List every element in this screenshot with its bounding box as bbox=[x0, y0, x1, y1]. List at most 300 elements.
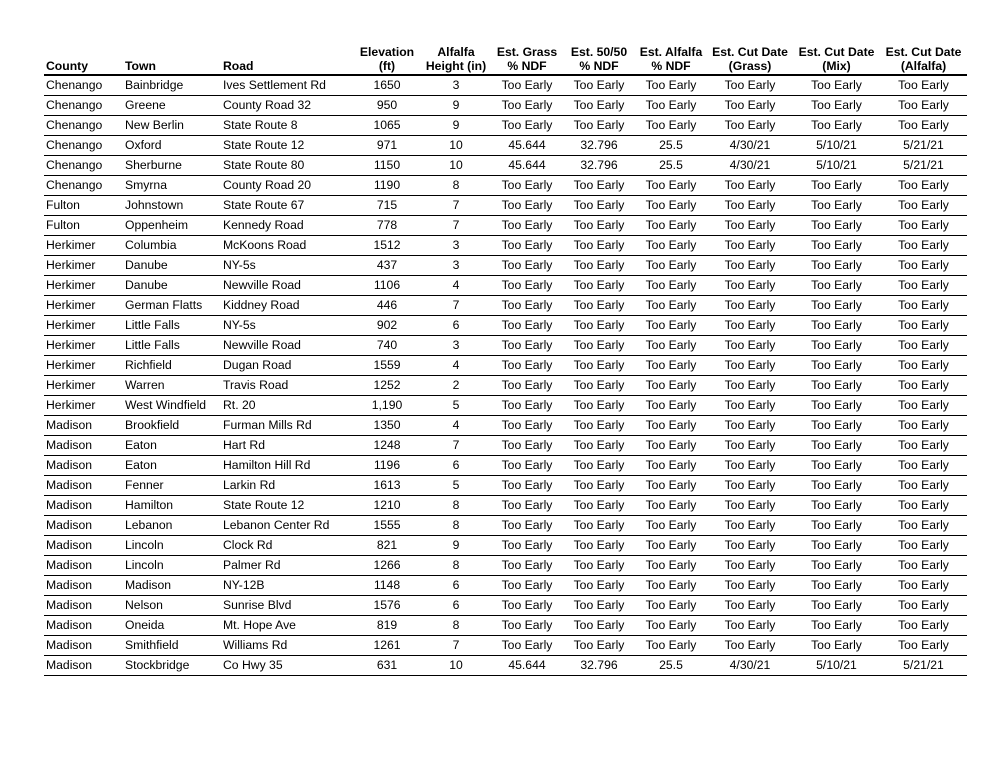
cell-cut-date-alfalfa: Too Early bbox=[880, 416, 967, 436]
cell-alfalfa-ndf: Too Early bbox=[635, 456, 707, 476]
cell-elevation: 821 bbox=[353, 536, 421, 556]
cell-mix-ndf: Too Early bbox=[563, 436, 635, 456]
cell-cut-date-alfalfa: Too Early bbox=[880, 576, 967, 596]
cell-grass-ndf: Too Early bbox=[491, 376, 563, 396]
cell-cut-date-grass: Too Early bbox=[707, 456, 793, 476]
cell-cut-date-mix: Too Early bbox=[793, 216, 880, 236]
cell-county: Chenango bbox=[44, 136, 123, 156]
cell-grass-ndf: Too Early bbox=[491, 316, 563, 336]
cell-cut-date-alfalfa: Too Early bbox=[880, 176, 967, 196]
cell-town: Smithfield bbox=[123, 636, 221, 656]
cell-alfalfa-ndf: Too Early bbox=[635, 75, 707, 96]
cell-county: Fulton bbox=[44, 216, 123, 236]
cell-mix-ndf: Too Early bbox=[563, 496, 635, 516]
cell-road: NY-5s bbox=[221, 316, 353, 336]
cell-road: Lebanon Center Rd bbox=[221, 516, 353, 536]
col-header-mix-ndf: Est. 50/50 % NDF bbox=[563, 44, 635, 75]
cell-mix-ndf: Too Early bbox=[563, 236, 635, 256]
cell-county: Herkimer bbox=[44, 336, 123, 356]
cell-alfalfa-ndf: 25.5 bbox=[635, 136, 707, 156]
cell-cut-date-alfalfa: Too Early bbox=[880, 196, 967, 216]
cell-mix-ndf: Too Early bbox=[563, 116, 635, 136]
cell-cut-date-grass: Too Early bbox=[707, 316, 793, 336]
table-row bbox=[44, 496, 967, 516]
cell-grass-ndf: Too Early bbox=[491, 176, 563, 196]
cell-alfalfa-height: 10 bbox=[421, 656, 491, 676]
cell-cut-date-alfalfa: Too Early bbox=[880, 396, 967, 416]
cell-county: Madison bbox=[44, 636, 123, 656]
cell-cut-date-mix: Too Early bbox=[793, 316, 880, 336]
cell-cut-date-mix: Too Early bbox=[793, 116, 880, 136]
col-header-road: Road bbox=[221, 44, 353, 75]
header-row bbox=[44, 44, 967, 75]
cell-alfalfa-height: 8 bbox=[421, 496, 491, 516]
cell-cut-date-mix: Too Early bbox=[793, 176, 880, 196]
cell-elevation: 1350 bbox=[353, 416, 421, 436]
cell-cut-date-grass: Too Early bbox=[707, 536, 793, 556]
cell-town: West Windfield bbox=[123, 396, 221, 416]
table-row bbox=[44, 75, 967, 96]
cell-road: Hamilton Hill Rd bbox=[221, 456, 353, 476]
cell-alfalfa-height: 4 bbox=[421, 356, 491, 376]
cell-mix-ndf: 32.796 bbox=[563, 656, 635, 676]
cell-road: Rt. 20 bbox=[221, 396, 353, 416]
table-row bbox=[44, 636, 967, 656]
cell-elevation: 950 bbox=[353, 96, 421, 116]
cell-elevation: 715 bbox=[353, 196, 421, 216]
cell-grass-ndf: Too Early bbox=[491, 536, 563, 556]
cell-town: Lebanon bbox=[123, 516, 221, 536]
col-header-county: County bbox=[44, 44, 123, 75]
cell-road: Larkin Rd bbox=[221, 476, 353, 496]
alfalfa-ndf-table bbox=[44, 44, 967, 676]
cell-county: Herkimer bbox=[44, 376, 123, 396]
cell-county: Chenango bbox=[44, 75, 123, 96]
cell-alfalfa-height: 10 bbox=[421, 156, 491, 176]
cell-town: Johnstown bbox=[123, 196, 221, 216]
col-header-town: Town bbox=[123, 44, 221, 75]
cell-town: Oppenheim bbox=[123, 216, 221, 236]
cell-mix-ndf: Too Early bbox=[563, 576, 635, 596]
cell-cut-date-alfalfa: Too Early bbox=[880, 336, 967, 356]
cell-elevation: 1065 bbox=[353, 116, 421, 136]
cell-elevation: 1106 bbox=[353, 276, 421, 296]
cell-elevation: 1148 bbox=[353, 576, 421, 596]
cell-alfalfa-ndf: 25.5 bbox=[635, 156, 707, 176]
cell-alfalfa-ndf: Too Early bbox=[635, 216, 707, 236]
cell-cut-date-grass: 4/30/21 bbox=[707, 136, 793, 156]
cell-road: Kiddney Road bbox=[221, 296, 353, 316]
cell-alfalfa-height: 3 bbox=[421, 75, 491, 96]
cell-alfalfa-ndf: Too Early bbox=[635, 96, 707, 116]
cell-alfalfa-height: 6 bbox=[421, 456, 491, 476]
table-row bbox=[44, 516, 967, 536]
table-row bbox=[44, 236, 967, 256]
cell-elevation: 819 bbox=[353, 616, 421, 636]
cell-grass-ndf: 45.644 bbox=[491, 156, 563, 176]
cell-town: Fenner bbox=[123, 476, 221, 496]
cell-town: Warren bbox=[123, 376, 221, 396]
table-row bbox=[44, 316, 967, 336]
cell-town: Greene bbox=[123, 96, 221, 116]
cell-town: Oxford bbox=[123, 136, 221, 156]
cell-cut-date-mix: Too Early bbox=[793, 616, 880, 636]
cell-cut-date-grass: Too Early bbox=[707, 356, 793, 376]
cell-road: State Route 8 bbox=[221, 116, 353, 136]
cell-mix-ndf: Too Early bbox=[563, 276, 635, 296]
table-row bbox=[44, 576, 967, 596]
cell-alfalfa-height: 5 bbox=[421, 476, 491, 496]
cell-cut-date-mix: Too Early bbox=[793, 556, 880, 576]
cell-cut-date-mix: Too Early bbox=[793, 356, 880, 376]
col-header-cut-date-mix: Est. Cut Date (Mix) bbox=[793, 44, 880, 75]
cell-cut-date-alfalfa: 5/21/21 bbox=[880, 156, 967, 176]
table-row bbox=[44, 596, 967, 616]
cell-elevation: 1266 bbox=[353, 556, 421, 576]
cell-alfalfa-ndf: Too Early bbox=[635, 176, 707, 196]
table-row bbox=[44, 656, 967, 676]
cell-mix-ndf: Too Early bbox=[563, 336, 635, 356]
table-row bbox=[44, 136, 967, 156]
cell-cut-date-mix: Too Early bbox=[793, 276, 880, 296]
cell-cut-date-mix: Too Early bbox=[793, 476, 880, 496]
cell-alfalfa-height: 8 bbox=[421, 556, 491, 576]
cell-road: Clock Rd bbox=[221, 536, 353, 556]
cell-county: Chenango bbox=[44, 116, 123, 136]
cell-cut-date-mix: Too Early bbox=[793, 336, 880, 356]
cell-alfalfa-ndf: Too Early bbox=[635, 296, 707, 316]
cell-alfalfa-ndf: Too Early bbox=[635, 496, 707, 516]
cell-grass-ndf: Too Early bbox=[491, 636, 563, 656]
cell-cut-date-mix: Too Early bbox=[793, 376, 880, 396]
cell-cut-date-alfalfa: Too Early bbox=[880, 436, 967, 456]
cell-cut-date-grass: Too Early bbox=[707, 556, 793, 576]
cell-alfalfa-ndf: Too Early bbox=[635, 376, 707, 396]
cell-elevation: 1512 bbox=[353, 236, 421, 256]
cell-elevation: 971 bbox=[353, 136, 421, 156]
cell-alfalfa-ndf: Too Early bbox=[635, 636, 707, 656]
cell-road: Ives Settlement Rd bbox=[221, 75, 353, 96]
table-row bbox=[44, 276, 967, 296]
table-row bbox=[44, 176, 967, 196]
cell-cut-date-mix: 5/10/21 bbox=[793, 656, 880, 676]
cell-mix-ndf: 32.796 bbox=[563, 136, 635, 156]
cell-cut-date-grass: Too Early bbox=[707, 296, 793, 316]
cell-town: Hamilton bbox=[123, 496, 221, 516]
cell-road: NY-12B bbox=[221, 576, 353, 596]
cell-cut-date-grass: Too Early bbox=[707, 476, 793, 496]
cell-cut-date-grass: Too Early bbox=[707, 596, 793, 616]
cell-cut-date-alfalfa: Too Early bbox=[880, 296, 967, 316]
cell-cut-date-grass: Too Early bbox=[707, 176, 793, 196]
cell-alfalfa-height: 4 bbox=[421, 416, 491, 436]
cell-elevation: 1210 bbox=[353, 496, 421, 516]
cell-alfalfa-ndf: Too Early bbox=[635, 316, 707, 336]
cell-cut-date-mix: Too Early bbox=[793, 256, 880, 276]
cell-alfalfa-height: 3 bbox=[421, 336, 491, 356]
cell-cut-date-mix: Too Early bbox=[793, 296, 880, 316]
cell-town: Stockbridge bbox=[123, 656, 221, 676]
cell-grass-ndf: Too Early bbox=[491, 556, 563, 576]
cell-road: Williams Rd bbox=[221, 636, 353, 656]
cell-elevation: 1248 bbox=[353, 436, 421, 456]
cell-mix-ndf: Too Early bbox=[563, 216, 635, 236]
table-row bbox=[44, 296, 967, 316]
table-row bbox=[44, 616, 967, 636]
cell-cut-date-mix: Too Early bbox=[793, 596, 880, 616]
cell-mix-ndf: Too Early bbox=[563, 75, 635, 96]
cell-grass-ndf: Too Early bbox=[491, 576, 563, 596]
cell-alfalfa-ndf: Too Early bbox=[635, 276, 707, 296]
cell-cut-date-grass: Too Early bbox=[707, 116, 793, 136]
col-header-alfalfa-ndf: Est. Alfalfa % NDF bbox=[635, 44, 707, 75]
cell-cut-date-mix: Too Early bbox=[793, 416, 880, 436]
cell-county: Madison bbox=[44, 456, 123, 476]
cell-county: Madison bbox=[44, 656, 123, 676]
table-row bbox=[44, 96, 967, 116]
cell-county: Madison bbox=[44, 436, 123, 456]
col-header-alfalfa-height: Alfalfa Height (in) bbox=[421, 44, 491, 75]
table-row bbox=[44, 476, 967, 496]
cell-cut-date-mix: Too Early bbox=[793, 456, 880, 476]
cell-mix-ndf: Too Early bbox=[563, 616, 635, 636]
cell-mix-ndf: Too Early bbox=[563, 556, 635, 576]
table-row bbox=[44, 436, 967, 456]
cell-mix-ndf: Too Early bbox=[563, 356, 635, 376]
cell-road: State Route 67 bbox=[221, 196, 353, 216]
cell-county: Herkimer bbox=[44, 296, 123, 316]
cell-cut-date-grass: Too Early bbox=[707, 196, 793, 216]
cell-county: Herkimer bbox=[44, 356, 123, 376]
cell-town: German Flatts bbox=[123, 296, 221, 316]
table-body bbox=[44, 75, 967, 676]
cell-cut-date-alfalfa: Too Early bbox=[880, 536, 967, 556]
cell-alfalfa-ndf: Too Early bbox=[635, 236, 707, 256]
cell-elevation: 1190 bbox=[353, 176, 421, 196]
cell-grass-ndf: Too Early bbox=[491, 276, 563, 296]
cell-cut-date-grass: Too Early bbox=[707, 256, 793, 276]
cell-cut-date-alfalfa: Too Early bbox=[880, 616, 967, 636]
cell-elevation: 437 bbox=[353, 256, 421, 276]
cell-cut-date-mix: Too Early bbox=[793, 576, 880, 596]
cell-cut-date-mix: Too Early bbox=[793, 75, 880, 96]
cell-elevation: 1559 bbox=[353, 356, 421, 376]
cell-town: Bainbridge bbox=[123, 75, 221, 96]
cell-cut-date-alfalfa: Too Early bbox=[880, 316, 967, 336]
cell-cut-date-grass: Too Early bbox=[707, 636, 793, 656]
cell-grass-ndf: Too Early bbox=[491, 396, 563, 416]
cell-alfalfa-height: 5 bbox=[421, 396, 491, 416]
cell-elevation: 1261 bbox=[353, 636, 421, 656]
cell-cut-date-alfalfa: Too Early bbox=[880, 376, 967, 396]
cell-cut-date-alfalfa: Too Early bbox=[880, 236, 967, 256]
col-header-grass-ndf: Est. Grass % NDF bbox=[491, 44, 563, 75]
cell-cut-date-mix: Too Early bbox=[793, 516, 880, 536]
cell-county: Chenango bbox=[44, 156, 123, 176]
cell-town: Oneida bbox=[123, 616, 221, 636]
col-header-cut-date-grass: Est. Cut Date (Grass) bbox=[707, 44, 793, 75]
cell-mix-ndf: Too Early bbox=[563, 396, 635, 416]
cell-road: Co Hwy 35 bbox=[221, 656, 353, 676]
cell-alfalfa-height: 3 bbox=[421, 256, 491, 276]
cell-alfalfa-ndf: Too Early bbox=[635, 336, 707, 356]
cell-cut-date-alfalfa: Too Early bbox=[880, 216, 967, 236]
cell-cut-date-mix: Too Early bbox=[793, 636, 880, 656]
cell-alfalfa-ndf: Too Early bbox=[635, 116, 707, 136]
cell-alfalfa-ndf: Too Early bbox=[635, 616, 707, 636]
cell-cut-date-grass: Too Early bbox=[707, 416, 793, 436]
cell-cut-date-grass: Too Early bbox=[707, 336, 793, 356]
cell-road: State Route 12 bbox=[221, 136, 353, 156]
cell-road: County Road 32 bbox=[221, 96, 353, 116]
cell-grass-ndf: Too Early bbox=[491, 216, 563, 236]
cell-county: Herkimer bbox=[44, 396, 123, 416]
cell-town: Eaton bbox=[123, 456, 221, 476]
cell-cut-date-grass: Too Early bbox=[707, 496, 793, 516]
cell-cut-date-grass: 4/30/21 bbox=[707, 656, 793, 676]
cell-town: New Berlin bbox=[123, 116, 221, 136]
cell-county: Herkimer bbox=[44, 236, 123, 256]
cell-mix-ndf: Too Early bbox=[563, 256, 635, 276]
cell-road: Palmer Rd bbox=[221, 556, 353, 576]
cell-cut-date-grass: 4/30/21 bbox=[707, 156, 793, 176]
cell-alfalfa-ndf: Too Early bbox=[635, 536, 707, 556]
cell-road: NY-5s bbox=[221, 256, 353, 276]
cell-alfalfa-ndf: Too Early bbox=[635, 576, 707, 596]
cell-cut-date-alfalfa: Too Early bbox=[880, 556, 967, 576]
cell-alfalfa-ndf: Too Early bbox=[635, 516, 707, 536]
cell-county: Madison bbox=[44, 536, 123, 556]
cell-cut-date-grass: Too Early bbox=[707, 96, 793, 116]
col-header-cut-date-alfalfa: Est. Cut Date (Alfalfa) bbox=[880, 44, 967, 75]
cell-mix-ndf: 32.796 bbox=[563, 156, 635, 176]
cell-county: Madison bbox=[44, 576, 123, 596]
cell-road: Newville Road bbox=[221, 276, 353, 296]
cell-cut-date-grass: Too Early bbox=[707, 276, 793, 296]
cell-cut-date-alfalfa: Too Early bbox=[880, 456, 967, 476]
cell-town: Little Falls bbox=[123, 316, 221, 336]
cell-mix-ndf: Too Early bbox=[563, 376, 635, 396]
cell-road: Dugan Road bbox=[221, 356, 353, 376]
cell-alfalfa-height: 4 bbox=[421, 276, 491, 296]
cell-grass-ndf: Too Early bbox=[491, 416, 563, 436]
cell-alfalfa-height: 8 bbox=[421, 616, 491, 636]
cell-alfalfa-ndf: Too Early bbox=[635, 476, 707, 496]
cell-town: Danube bbox=[123, 256, 221, 276]
cell-town: Lincoln bbox=[123, 536, 221, 556]
cell-mix-ndf: Too Early bbox=[563, 316, 635, 336]
cell-road: State Route 12 bbox=[221, 496, 353, 516]
cell-county: Fulton bbox=[44, 196, 123, 216]
cell-county: Madison bbox=[44, 496, 123, 516]
cell-town: Little Falls bbox=[123, 336, 221, 356]
cell-cut-date-grass: Too Early bbox=[707, 576, 793, 596]
cell-alfalfa-height: 2 bbox=[421, 376, 491, 396]
cell-mix-ndf: Too Early bbox=[563, 416, 635, 436]
cell-mix-ndf: Too Early bbox=[563, 516, 635, 536]
cell-alfalfa-height: 7 bbox=[421, 216, 491, 236]
cell-cut-date-alfalfa: Too Early bbox=[880, 276, 967, 296]
cell-cut-date-alfalfa: Too Early bbox=[880, 596, 967, 616]
cell-elevation: 1,190 bbox=[353, 396, 421, 416]
cell-cut-date-alfalfa: Too Early bbox=[880, 356, 967, 376]
table-row bbox=[44, 376, 967, 396]
cell-road: Sunrise Blvd bbox=[221, 596, 353, 616]
cell-cut-date-grass: Too Early bbox=[707, 516, 793, 536]
cell-mix-ndf: Too Early bbox=[563, 296, 635, 316]
cell-county: Madison bbox=[44, 596, 123, 616]
cell-alfalfa-height: 9 bbox=[421, 96, 491, 116]
cell-mix-ndf: Too Early bbox=[563, 196, 635, 216]
cell-cut-date-alfalfa: Too Early bbox=[880, 496, 967, 516]
cell-county: Herkimer bbox=[44, 256, 123, 276]
cell-grass-ndf: 45.644 bbox=[491, 656, 563, 676]
cell-elevation: 1576 bbox=[353, 596, 421, 616]
table-row bbox=[44, 196, 967, 216]
cell-town: Sherburne bbox=[123, 156, 221, 176]
cell-elevation: 631 bbox=[353, 656, 421, 676]
cell-elevation: 902 bbox=[353, 316, 421, 336]
table-row bbox=[44, 396, 967, 416]
cell-elevation: 446 bbox=[353, 296, 421, 316]
cell-alfalfa-ndf: Too Early bbox=[635, 556, 707, 576]
cell-alfalfa-ndf: Too Early bbox=[635, 356, 707, 376]
cell-cut-date-alfalfa: 5/21/21 bbox=[880, 136, 967, 156]
cell-elevation: 1613 bbox=[353, 476, 421, 496]
cell-cut-date-alfalfa: Too Early bbox=[880, 75, 967, 96]
table-row bbox=[44, 256, 967, 276]
cell-county: Chenango bbox=[44, 96, 123, 116]
cell-cut-date-alfalfa: Too Early bbox=[880, 476, 967, 496]
cell-cut-date-mix: Too Early bbox=[793, 496, 880, 516]
cell-alfalfa-ndf: Too Early bbox=[635, 436, 707, 456]
cell-grass-ndf: Too Early bbox=[491, 476, 563, 496]
cell-elevation: 778 bbox=[353, 216, 421, 236]
cell-grass-ndf: Too Early bbox=[491, 596, 563, 616]
cell-elevation: 1555 bbox=[353, 516, 421, 536]
cell-town: Smyrna bbox=[123, 176, 221, 196]
cell-grass-ndf: 45.644 bbox=[491, 136, 563, 156]
cell-town: Madison bbox=[123, 576, 221, 596]
table-row bbox=[44, 416, 967, 436]
cell-cut-date-grass: Too Early bbox=[707, 376, 793, 396]
cell-mix-ndf: Too Early bbox=[563, 536, 635, 556]
cell-cut-date-mix: Too Early bbox=[793, 196, 880, 216]
cell-cut-date-mix: Too Early bbox=[793, 396, 880, 416]
cell-alfalfa-height: 3 bbox=[421, 236, 491, 256]
cell-alfalfa-height: 7 bbox=[421, 436, 491, 456]
cell-cut-date-alfalfa: Too Early bbox=[880, 636, 967, 656]
cell-grass-ndf: Too Early bbox=[491, 436, 563, 456]
cell-road: Hart Rd bbox=[221, 436, 353, 456]
cell-road: Newville Road bbox=[221, 336, 353, 356]
cell-grass-ndf: Too Early bbox=[491, 496, 563, 516]
col-header-elevation: Elevation (ft) bbox=[353, 44, 421, 75]
cell-alfalfa-height: 7 bbox=[421, 196, 491, 216]
cell-county: Madison bbox=[44, 516, 123, 536]
cell-alfalfa-height: 9 bbox=[421, 536, 491, 556]
table-row bbox=[44, 336, 967, 356]
cell-mix-ndf: Too Early bbox=[563, 476, 635, 496]
cell-alfalfa-height: 10 bbox=[421, 136, 491, 156]
cell-road: State Route 80 bbox=[221, 156, 353, 176]
cell-cut-date-alfalfa: Too Early bbox=[880, 116, 967, 136]
cell-county: Herkimer bbox=[44, 316, 123, 336]
cell-alfalfa-ndf: Too Early bbox=[635, 596, 707, 616]
cell-alfalfa-ndf: Too Early bbox=[635, 396, 707, 416]
cell-cut-date-mix: Too Early bbox=[793, 236, 880, 256]
cell-cut-date-grass: Too Early bbox=[707, 396, 793, 416]
